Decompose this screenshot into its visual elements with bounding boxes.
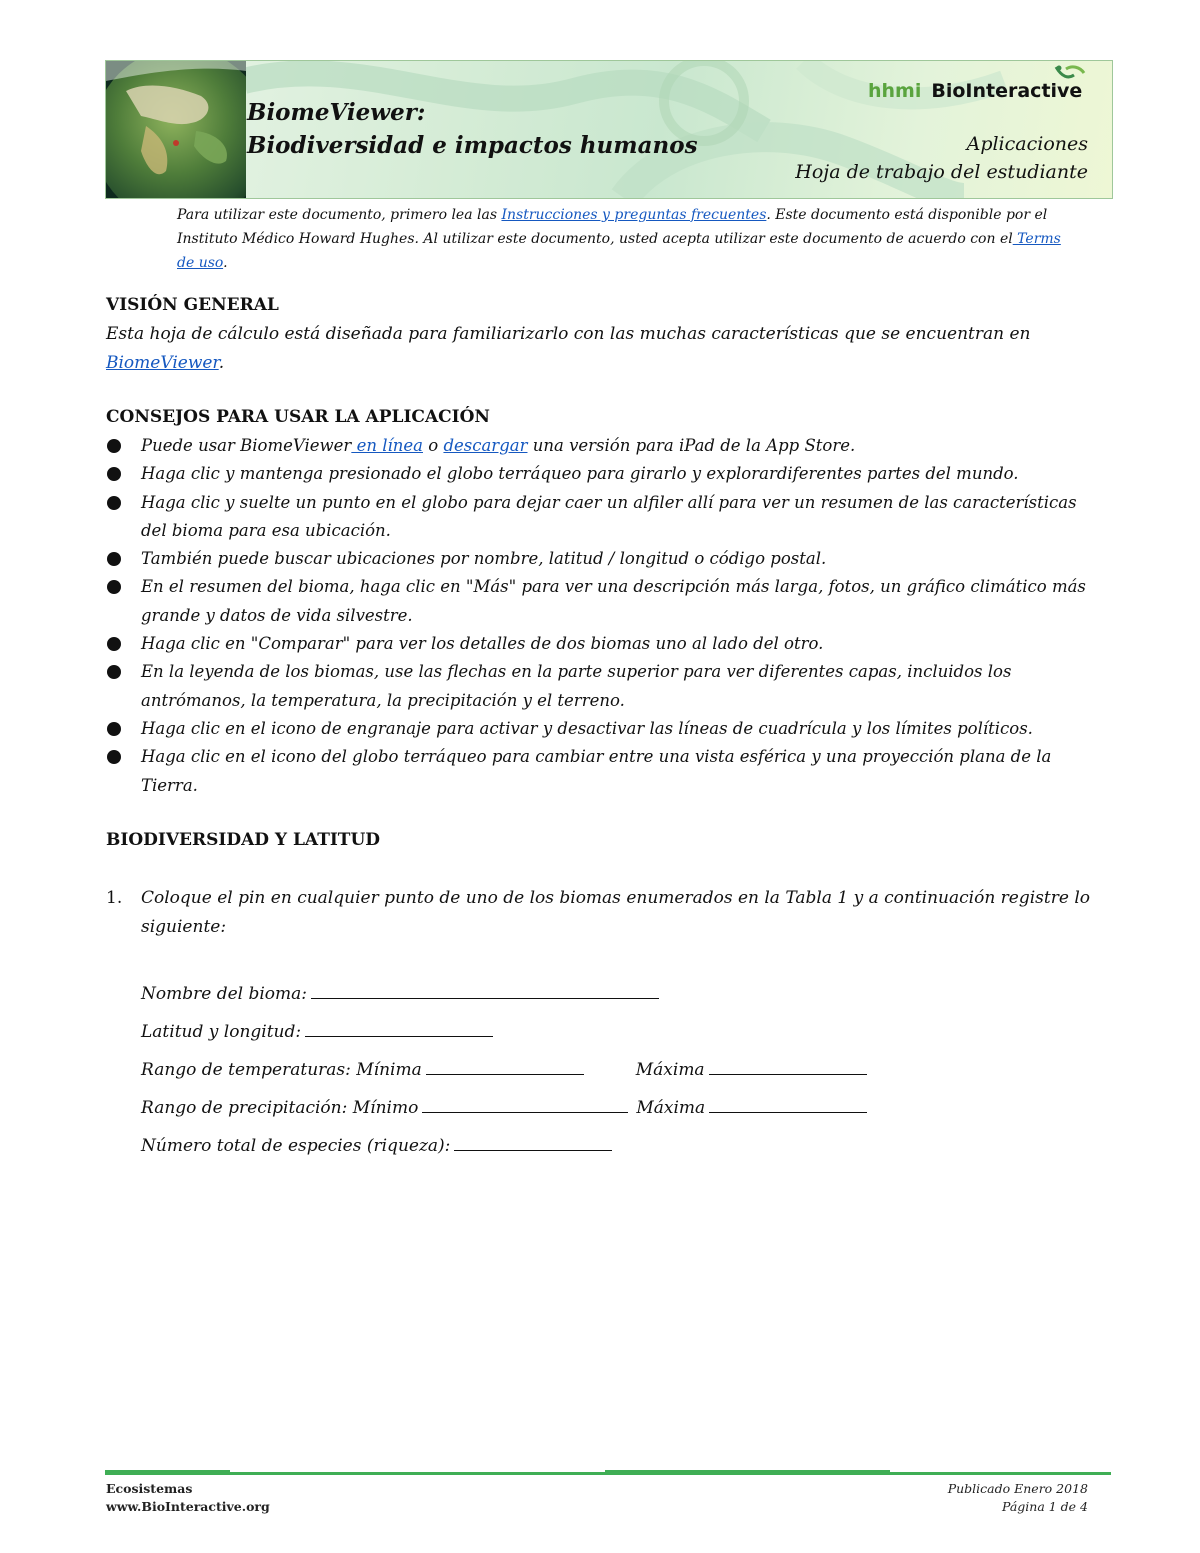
biome-name-blank[interactable]	[311, 982, 659, 999]
intro-text-3: .	[223, 255, 228, 271]
intro-paragraph	[177, 203, 1082, 275]
footer-published: Publicado Enero 2018	[947, 1481, 1088, 1496]
biointeractive-leaf-logo	[1052, 63, 1088, 85]
question-text: Coloque el pin en cualquier punto de uno de los biomas enumerados en la Tabla 1 y a continuación registre lo siguiente:	[141, 888, 1091, 937]
tip-text: Haga clic en el icono de engranaje para activar y desactivar las líneas de cuadrícula y los límites políticos.	[141, 718, 1033, 738]
category-label: Aplicaciones	[966, 133, 1088, 155]
lat-lon-label: Latitud y longitud:	[141, 1022, 302, 1042]
intro-text-1: Para utilizar este documento, primero lea las	[177, 207, 502, 223]
terms-of-use-link[interactable]: Terms de uso	[177, 231, 1061, 271]
biome-name-label: Nombre del bioma:	[141, 984, 308, 1004]
online-link[interactable]: en línea	[351, 436, 423, 455]
list-item	[106, 432, 1096, 460]
footer-website: www.BioInteractive.org	[106, 1499, 270, 1514]
footer-left	[106, 1480, 270, 1516]
list-item	[106, 545, 1096, 573]
precip-max-label: Máxima	[636, 1098, 706, 1118]
bullet-icon	[107, 665, 121, 679]
overview-text: Esta hoja de cálculo está diseñada para familiarizarlo con las muchas características que se encuentran en	[106, 324, 1031, 344]
species-richness-blank[interactable]	[454, 1134, 612, 1151]
overview-end: .	[218, 352, 225, 373]
species-richness-field	[141, 1134, 612, 1156]
bullet-icon	[107, 467, 121, 481]
bullet-icon	[107, 637, 121, 651]
footer-divider	[105, 1472, 1111, 1475]
temp-max-blank[interactable]	[709, 1058, 867, 1075]
doc-type-label: Hoja de trabajo del estudiante	[795, 161, 1088, 183]
footer-subject: Ecosistemas	[106, 1481, 193, 1496]
instructions-faq-link[interactable]: Instrucciones y preguntas frecuentes	[501, 207, 767, 223]
tip-text: Puede usar BiomeViewer	[141, 436, 352, 455]
title-line-2: Biodiversidad e impactos humanos	[247, 132, 698, 159]
tips-heading: CONSEJOS PARA USAR LA APLICACIÓN	[106, 407, 490, 427]
temp-min-label: Rango de temperaturas: Mínima	[141, 1060, 422, 1080]
bullet-icon	[107, 750, 121, 764]
biomeviewer-link[interactable]: BiomeViewer	[106, 352, 219, 373]
brand-hhmi: hhmi	[868, 80, 922, 102]
species-richness-label: Número total de especies (riqueza):	[141, 1136, 451, 1156]
brand-wordmark	[868, 80, 1082, 102]
list-item	[106, 460, 1096, 488]
list-item	[106, 630, 1096, 658]
tip-text: Haga clic y suelte un punto en el globo para dejar caer un alfiler allí para ver un resumen de las características del bioma para esa ubicación.	[141, 492, 1077, 540]
download-link[interactable]: descargar	[443, 436, 528, 455]
brand-biointeractive: BioInteractive	[931, 80, 1083, 102]
intro-text-2: . Este documento está disponible por el Instituto Médico Howard Hughes. Al utilizar este documento, usted acepta utilizar este documento de acuerdo con el	[177, 207, 1048, 247]
precip-min-label: Rango de precipitación: Mínimo	[141, 1098, 419, 1118]
bullet-icon	[107, 439, 121, 453]
bullet-icon	[107, 580, 121, 594]
temp-max-label: Máxima	[635, 1060, 705, 1080]
overview-heading: VISIÓN GENERAL	[106, 295, 279, 315]
tip-text: una versión para iPad de la App Store.	[527, 436, 856, 455]
footer-right	[880, 1480, 1088, 1516]
overview-paragraph	[106, 320, 1091, 377]
temperature-range-field	[141, 1058, 867, 1080]
lat-lon-field	[141, 1020, 493, 1042]
document-title	[247, 96, 698, 162]
footer-page-number: Página 1 de 4	[1001, 1499, 1088, 1514]
tip-text: También puede buscar ubicaciones por nombre, latitud / longitud o código postal.	[141, 549, 827, 569]
tip-text: Haga clic en el icono del globo terráqueo para cambiar entre una vista esférica y una proyección plana de la Tierra.	[141, 747, 1052, 795]
list-item	[106, 715, 1096, 743]
tip-text: En la leyenda de los biomas, use las flechas en la parte superior para ver diferentes capas, incluidos los antrómanos, la temperatura, la precipitación y el terreno.	[141, 662, 1012, 710]
earth-globe-image	[106, 61, 246, 198]
precipitation-range-field	[141, 1096, 867, 1118]
bullet-icon	[107, 496, 121, 510]
tip-text: Haga clic en "Comparar" para ver los detalles de dos biomas uno al lado del otro.	[141, 634, 824, 654]
biodiversity-heading: BIODIVERSIDAD Y LATITUD	[106, 830, 381, 850]
precip-min-blank[interactable]	[422, 1096, 628, 1113]
precip-max-blank[interactable]	[709, 1096, 867, 1113]
lat-lon-blank[interactable]	[305, 1020, 493, 1037]
bullet-icon	[107, 552, 121, 566]
question-1	[106, 884, 1096, 941]
tip-text: o	[423, 436, 444, 455]
temp-min-blank[interactable]	[426, 1058, 584, 1075]
document-category	[795, 130, 1088, 186]
list-item	[106, 489, 1096, 546]
tip-text: Haga clic y mantenga presionado el globo terráqueo para girarlo y explorardiferentes partes del mundo.	[141, 464, 1019, 484]
list-item	[106, 743, 1096, 800]
question-number: 1.	[106, 888, 123, 908]
title-line-1: BiomeViewer:	[247, 99, 426, 126]
biome-name-field	[141, 982, 659, 1004]
tips-list	[106, 432, 1096, 800]
tip-text: En el resumen del bioma, haga clic en "Más" para ver una descripción más larga, fotos, un gráfico climático más grande y datos de vida silvestre.	[141, 577, 1086, 625]
bullet-icon	[107, 722, 121, 736]
list-item	[106, 658, 1096, 715]
list-item	[106, 573, 1096, 630]
